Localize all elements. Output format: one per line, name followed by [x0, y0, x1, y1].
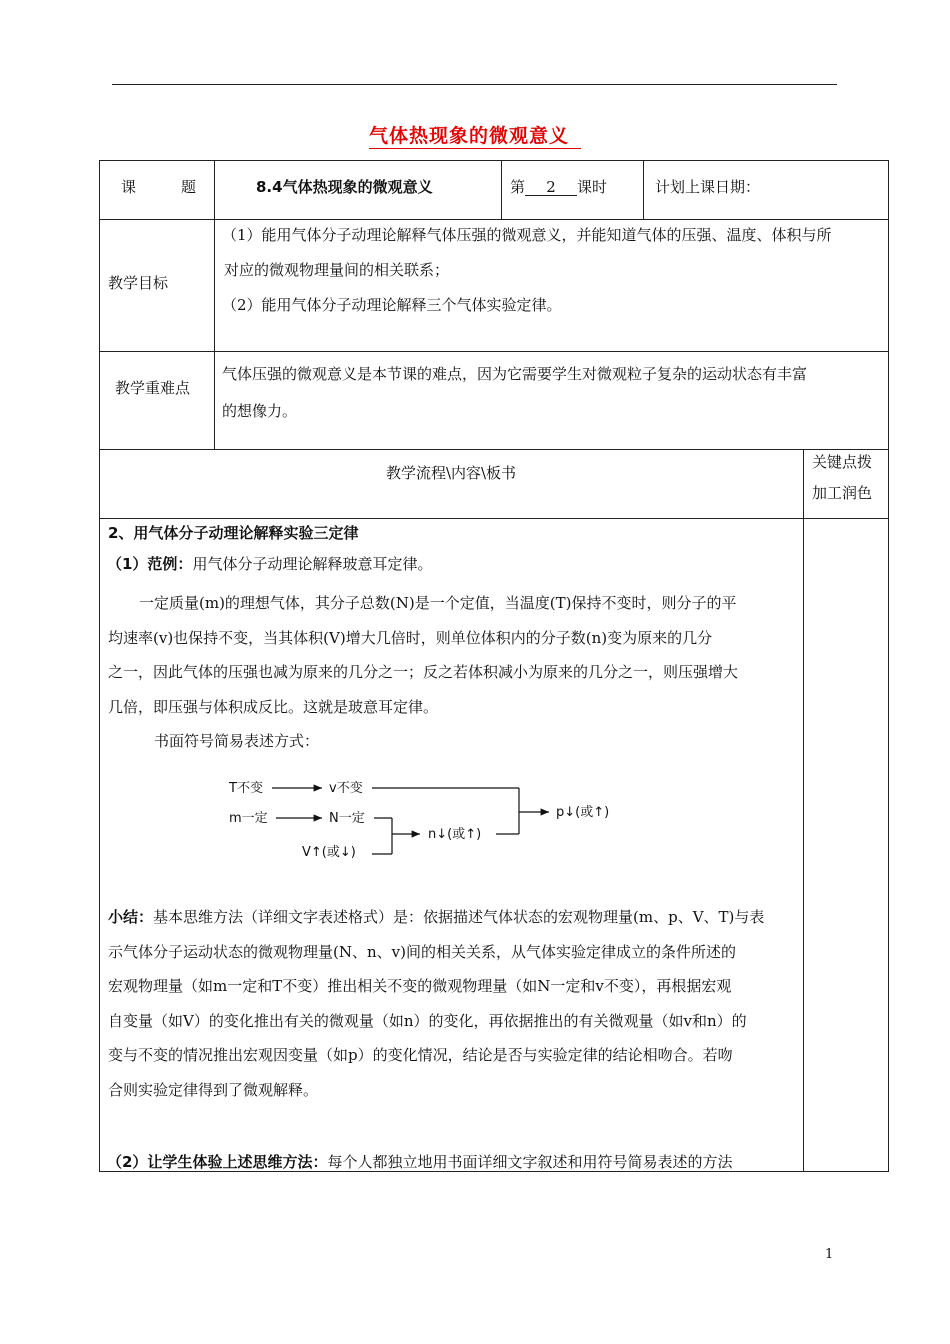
side-header-line-2: 加工润色: [812, 484, 873, 502]
diagram-n-total-const: N一定: [329, 811, 365, 826]
period-field: 第 2 课时: [510, 178, 608, 196]
page-number: 1: [825, 1247, 834, 1262]
section-heading: 2、用气体分子动理论解释实验三定律: [108, 524, 359, 542]
summary-paragraph: 小结：基本思维方法（详细文字表述格式）是：依据描述气体状态的宏观物理量(m、p、V、T)与表 示气体分子运动状态的微观物理量(N、n、v)间的相关关系，从气体实验定律成立的条件所述的 宏观物理量（如m一定和T不变）推出相关不变的微观物理量（如N一定和v不变），再根据宏观 自变量（如V）的变化推出有关的微观量（如n）的变化，再依据推出的有关微观量（如v和n）的 变与不变的情况推出宏观因变量（如p）的变化情况，结论是否与实验定律的结论相吻合。若吻 合则实验定律得到了微观解释。: [108, 908, 765, 1099]
keypoints-label: 教学重难点: [115, 379, 191, 397]
document-title: 气体热现象的微观意义: [0, 121, 950, 148]
topic-value: 8.4气体热现象的微观意义: [256, 178, 433, 196]
diagram-n-change: n↓(或↑): [428, 827, 482, 842]
explanation-paragraph: 一定质量(m)的理想气体，其分子总数(N)是一个定值，当温度(T)保持不变时，则分子的平 均速率(v)也保持不变，当其体积(V)增大几倍时，则单位体积内的分子数(n)变为原来的几分 之一，因此气体的压强也减为原来的几分之一；反之若体积减小为原来的几分之一，则压强增大 几倍，即压强与体积成反比。这就是玻意耳定律。 书面符号简易表述方式：: [108, 594, 739, 750]
diagram-v-const: v不变: [329, 781, 363, 796]
diagram-t-const: T不变: [229, 781, 263, 796]
diagram-p-change: p↓(或↑): [556, 805, 610, 820]
keypoints-line-2: 的想像力。: [222, 402, 298, 420]
flow-header-label: 教学流程\内容\板书: [385, 464, 517, 482]
example-line: （1）范例：用气体分子动理论解释玻意耳定律。: [107, 555, 433, 573]
header-rule: [112, 84, 837, 85]
objectives-line-1: （1）能用气体分子动理论解释气体压强的微观意义，并能知道气体的压强、温度、体积与所: [222, 226, 832, 244]
keypoints-line-1: 气体压强的微观意义是本节课的难点，因为它需要学生对微观粒子复杂的运动状态有丰富: [222, 365, 808, 383]
objectives-line-3: （2）能用气体分子动理论解释三个气体实验定律。: [222, 296, 562, 314]
diagram-m-const: m一定: [229, 811, 268, 826]
inference-diagram: [224, 774, 634, 864]
lesson-table: [99, 160, 889, 1172]
period-value: 2: [525, 179, 577, 196]
objectives-label: 教学目标: [108, 274, 169, 292]
diagram-v-change: V↑(或↓): [302, 845, 356, 860]
activity-line: （2）让学生体验上述思维方法：每个人都独立地用书面详细文字叙述和用符号简易表述的方法: [107, 1153, 733, 1171]
objectives-line-2: 对应的微观物理量间的相关联系；: [224, 261, 450, 279]
topic-label: 课 题: [121, 178, 197, 196]
plan-date-label: 计划上课日期：: [655, 178, 761, 196]
side-header-line-1: 关键点拨: [812, 453, 873, 471]
summary-label: 小结：: [108, 908, 154, 926]
